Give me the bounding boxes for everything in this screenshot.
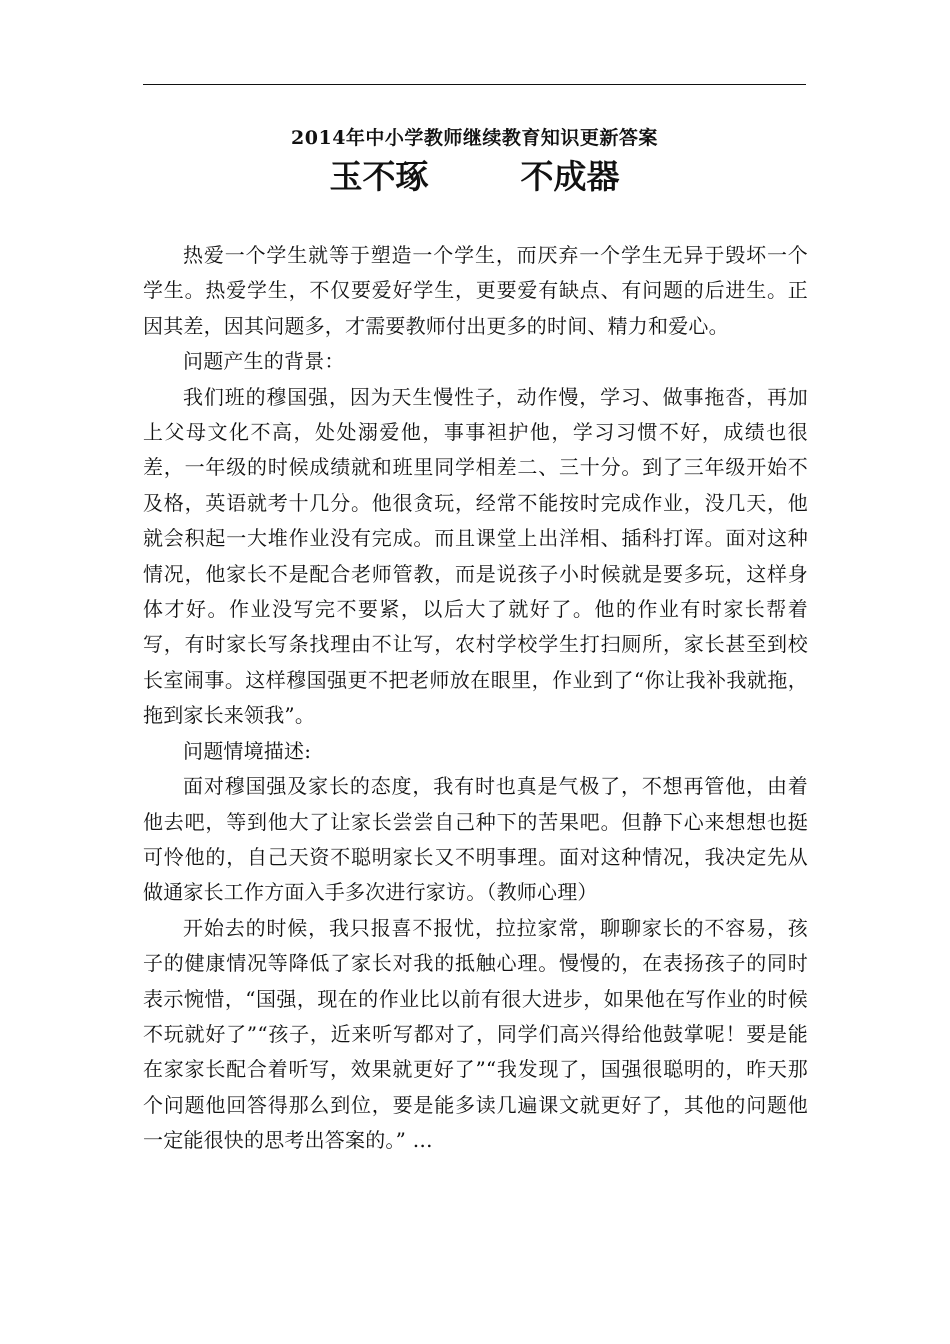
section-heading-background: 问题产生的背景： xyxy=(183,349,345,374)
header-rule xyxy=(143,84,806,85)
document-subtitle: 2014年中小学教师继续教育知识更新答案 xyxy=(291,127,658,149)
document-title: 玉不琢 不成器 xyxy=(329,157,620,196)
paragraph-background: 我们班的穆国强，因为天生慢性子，动作慢，学习、做事拖沓，再加上父母文化不高，处处溺爱他，事事袒护他，学习习惯不好，成绩也很差，一年级的时候成绩就和班里同学相差二、三十分。到了三年级开始不及格，英语就考十几分。他很贪玩，经常不能按时完成作业，没几天，他就会积起一大堆作业没有完成。而且课堂上出洋相、插科打诨。面对这种情况，他家长不是配合老师管教，而是说孩子小时候就是要多玩，这样身体才好。作业没写完不要紧，以后大了就好了。他的作业有时家长帮着写，有时家长写条找理由不让写，农村学校学生打扫厕所，家长甚至到校长室闹事。这样穆国强更不把老师放在眼里，作业到了“你让我补我就拖，拖到家长来领我”。 xyxy=(143,384,808,728)
document-body xyxy=(143,238,808,1159)
paragraph-intro: 热爱一个学生就等于塑造一个学生，而厌弃一个学生无异于毁坏一个学生。热爱学生，不仅要爱好学生，更要爱有缺点、有问题的后进生。正因其差，因其问题多，才需要教师付出更多的时间、精力和爱心。 xyxy=(143,243,808,338)
section-heading-situation: 问题情境描述: xyxy=(183,738,312,763)
paragraph-home-visit: 开始去的时候，我只报喜不报忧，拉拉家常，聊聊家长的不容易，孩子的健康情况等降低了家长对我的抵触心理。慢慢的，在表扬孩子的同时表示惋惜，“国强，现在的作业比以前有很大进步，如果他在写作业的时候不玩就好了”“孩子，近来听写都对了，同学们高兴得给他鼓掌呢！要是能在家家长配合着听写，效果就更好了”“我发现了，国强很聪明的，昨天那个问题他回答得那么到位，要是能多读几遍课文就更好了，其他的问题他一定能很快的思考出答案的。” … xyxy=(143,915,808,1153)
paragraph-situation: 面对穆国强及家长的态度，我有时也真是气极了，不想再管他，由着他去吧，等到他大了让家长尝尝自己种下的苦果吧。但静下心来想想也挺可怜他的，自己天资不聪明家长又不明事理。面对这种情况，我决定先从做通家长工作方面入手多次进行家访。（教师心理） xyxy=(143,774,808,905)
